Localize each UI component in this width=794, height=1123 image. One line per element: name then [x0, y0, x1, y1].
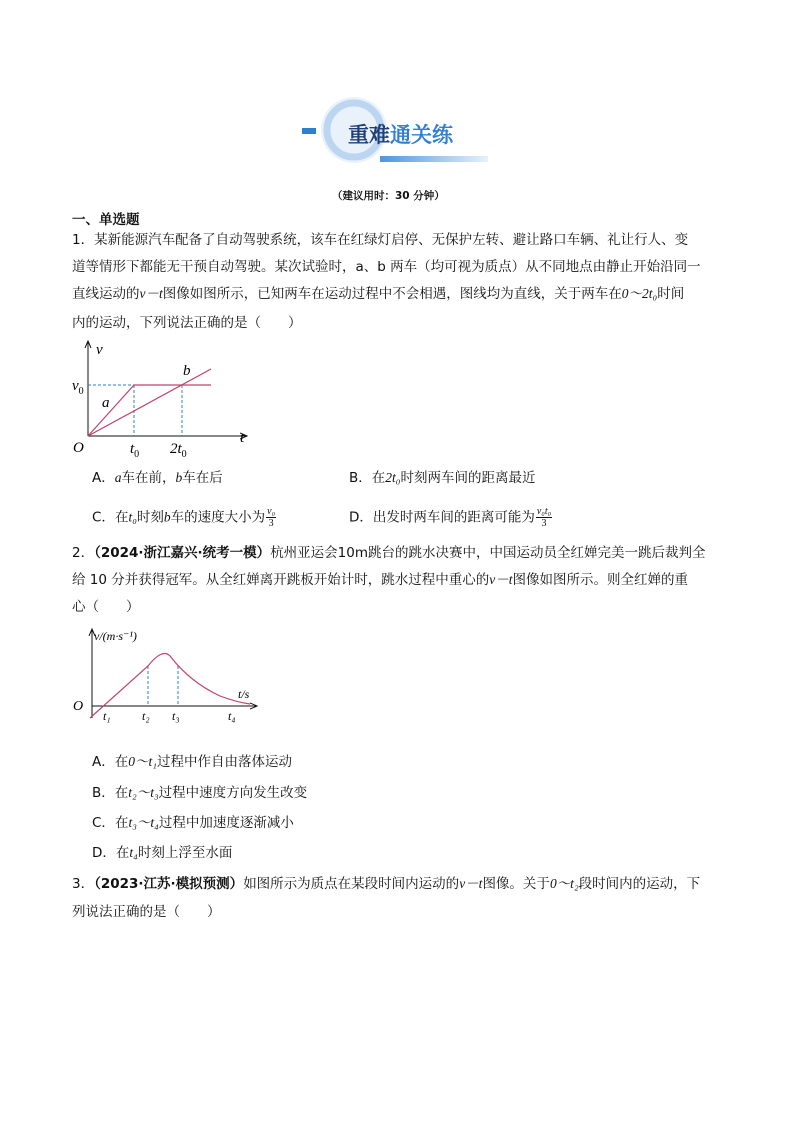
page-title	[348, 122, 453, 148]
q1-label-O: O	[73, 440, 84, 456]
q2-label-t3: t₃	[172, 709, 180, 723]
subtitle: （建议用时：30 分钟）	[332, 190, 445, 202]
q1-option-a-var-b: b	[175, 470, 183, 485]
q1-option-c-var-b: b	[163, 509, 171, 525]
q2-label-t: t/s	[238, 687, 250, 701]
q2-label-t1: t₁	[103, 709, 111, 723]
q1-option-c-var: t₀	[128, 509, 137, 525]
q2-option-b-end: 过程中速度方向发生改变	[158, 785, 308, 801]
q2-label-v: v/(m·s⁻¹)	[94, 629, 137, 643]
q2-option-a-range: 0～t₁	[128, 754, 157, 769]
q1-option-b-end: 时刻两车间的距离最近	[400, 470, 536, 486]
q2-vt-label: v－t	[489, 572, 513, 587]
q2-line1-text: 杭州亚运会10m跳台的跳水决赛中，中国运动员全红婵完美一跳后裁判全	[270, 545, 706, 561]
q2-option-c-range: t₃～t₄	[128, 815, 159, 830]
q1-option-b	[349, 468, 535, 488]
q1-vt-graph	[70, 338, 260, 458]
q1-option-a	[92, 468, 223, 488]
q1-line3	[72, 284, 684, 304]
q1-line3-text-a: 直线运动的	[72, 286, 140, 302]
q1-option-d	[349, 506, 553, 529]
q2-velocity-curve	[90, 654, 250, 718]
q1-option-c-numerator: v₀	[267, 506, 276, 517]
q1-label-t0: $t_0$	[130, 441, 140, 458]
banner-left-bar	[302, 128, 316, 134]
q2-label-t4: t₄	[228, 709, 236, 723]
q2-number: 2．	[72, 545, 95, 561]
q3-line2: 列说法正确的是（ ）	[72, 904, 221, 920]
q1-line3-text-b: 图像如图所示，已知两车在运动过程中不会相遇，图线均为直线，关于两车在	[162, 286, 622, 302]
q1-option-c-fraction	[266, 506, 276, 529]
q2-line2-text-a: 给 10 分并获得冠军。从全红婵离开跳板开始计时，跳水过程中重心的	[72, 572, 490, 588]
title-part1: 重难	[348, 123, 390, 147]
q1-option-c	[92, 506, 277, 529]
q1-option-b-pre: 在	[371, 470, 386, 486]
q2-vt-graph	[70, 626, 270, 726]
q1-line1: 1．某新能源汽车配备了自动驾驶系统，该车在红绿灯启停、无保护左转、避让路口车辆、礼让行人、变	[72, 232, 689, 248]
q2-option-d-var: t₄	[129, 845, 138, 860]
q1-option-a-var-a: a	[114, 470, 122, 485]
q2-line3: 心（ ）	[72, 599, 140, 615]
q2-option-c-label: C．	[92, 815, 115, 831]
q3-source: （2023·江苏·模拟预测）	[94, 876, 244, 892]
q1-option-d-numerator: v₀t₀	[536, 506, 552, 517]
q1-option-a-text: 车在前，	[121, 470, 176, 486]
q3-vt-label: v－t	[459, 876, 483, 891]
q1-option-a-label: A．	[92, 470, 115, 486]
q2-option-d-pre: 在	[115, 845, 130, 861]
q2-option-d	[92, 843, 232, 863]
q3-line1-text-c: 段时间内的运动，下	[578, 876, 701, 892]
banner-underline	[380, 156, 488, 162]
q2-option-d-label: D．	[92, 845, 116, 861]
section-title: 一、单选题	[72, 212, 140, 228]
q2-label-t2: t₂	[142, 709, 150, 723]
q2-option-c	[92, 813, 294, 833]
q1-option-c-end: 车的速度大小为	[170, 509, 266, 526]
q2-line2	[72, 570, 688, 590]
q3-line1-text-b: 图像。关于	[482, 876, 550, 892]
q1-option-b-label: B．	[349, 470, 372, 486]
q1-option-c-denominator: 3	[268, 518, 274, 529]
q1-option-a-end: 车在后	[182, 470, 223, 486]
q1-option-d-label: D．	[349, 509, 373, 526]
q2-option-a-label: A．	[92, 754, 115, 770]
q2-label-O: O	[73, 699, 84, 714]
q1-option-d-text: 出发时两车间的距离可能为	[372, 509, 535, 526]
q1-option-c-mid: 时刻	[136, 509, 164, 526]
q2-option-b-pre: 在	[114, 785, 129, 801]
q2-option-c-end: 过程中加速度逐渐减小	[158, 815, 294, 831]
q2-option-b-label: B．	[92, 785, 115, 801]
q1-option-b-var: 2t₀	[385, 470, 401, 485]
q2-option-a-end: 过程中作自由落体运动	[156, 754, 292, 770]
q3-line1-text-a: 如图所示为质点在某段时间内运动的	[243, 876, 460, 892]
q2-option-c-pre: 在	[114, 815, 129, 831]
q1-label-b: b	[183, 363, 191, 379]
q1-option-d-denominator: 3	[541, 518, 547, 529]
title-part2: 通关练	[390, 123, 453, 147]
q1-option-d-fraction	[536, 506, 552, 529]
q1-line4: 内的运动，下列说法正确的是（ ）	[72, 315, 302, 331]
q1-vt-label: v－t	[139, 286, 163, 301]
q3-time-range: 0～t₂	[549, 876, 579, 891]
q1-time-range: 0～2t₀	[621, 286, 658, 301]
q1-label-v: v	[96, 342, 103, 358]
q3-number: 3．	[72, 876, 95, 892]
q3-line1	[72, 874, 700, 894]
q1-option-c-pre: 在	[114, 509, 129, 526]
q2-line2-text-b: 图像如图所示。则全红婵的重	[512, 572, 689, 588]
q2-option-d-end: 时刻上浮至水面	[137, 845, 233, 861]
q1-label-a: a	[102, 395, 110, 411]
q2-line1	[72, 543, 706, 563]
q1-label-2t0: $2t_0$	[170, 441, 187, 458]
q2-source: （2024·浙江嘉兴·统考一模）	[94, 545, 271, 561]
q1-option-c-label: C．	[92, 509, 115, 526]
q1-label-t: t	[240, 430, 245, 446]
q1-line3-text-c: 时间	[657, 286, 685, 302]
q2-option-a	[92, 752, 292, 772]
q1-label-v0: $v_0$	[72, 378, 84, 397]
q2-option-b-range: t₂～t₃	[128, 785, 159, 800]
q1-line2: 道等情形下都能无干预自动驾驶。某次试验时，a、b 两车（均可视为质点）从不同地点由静止开始沿同一	[72, 259, 701, 275]
q2-option-a-pre: 在	[114, 754, 129, 770]
q2-option-b	[92, 783, 307, 803]
